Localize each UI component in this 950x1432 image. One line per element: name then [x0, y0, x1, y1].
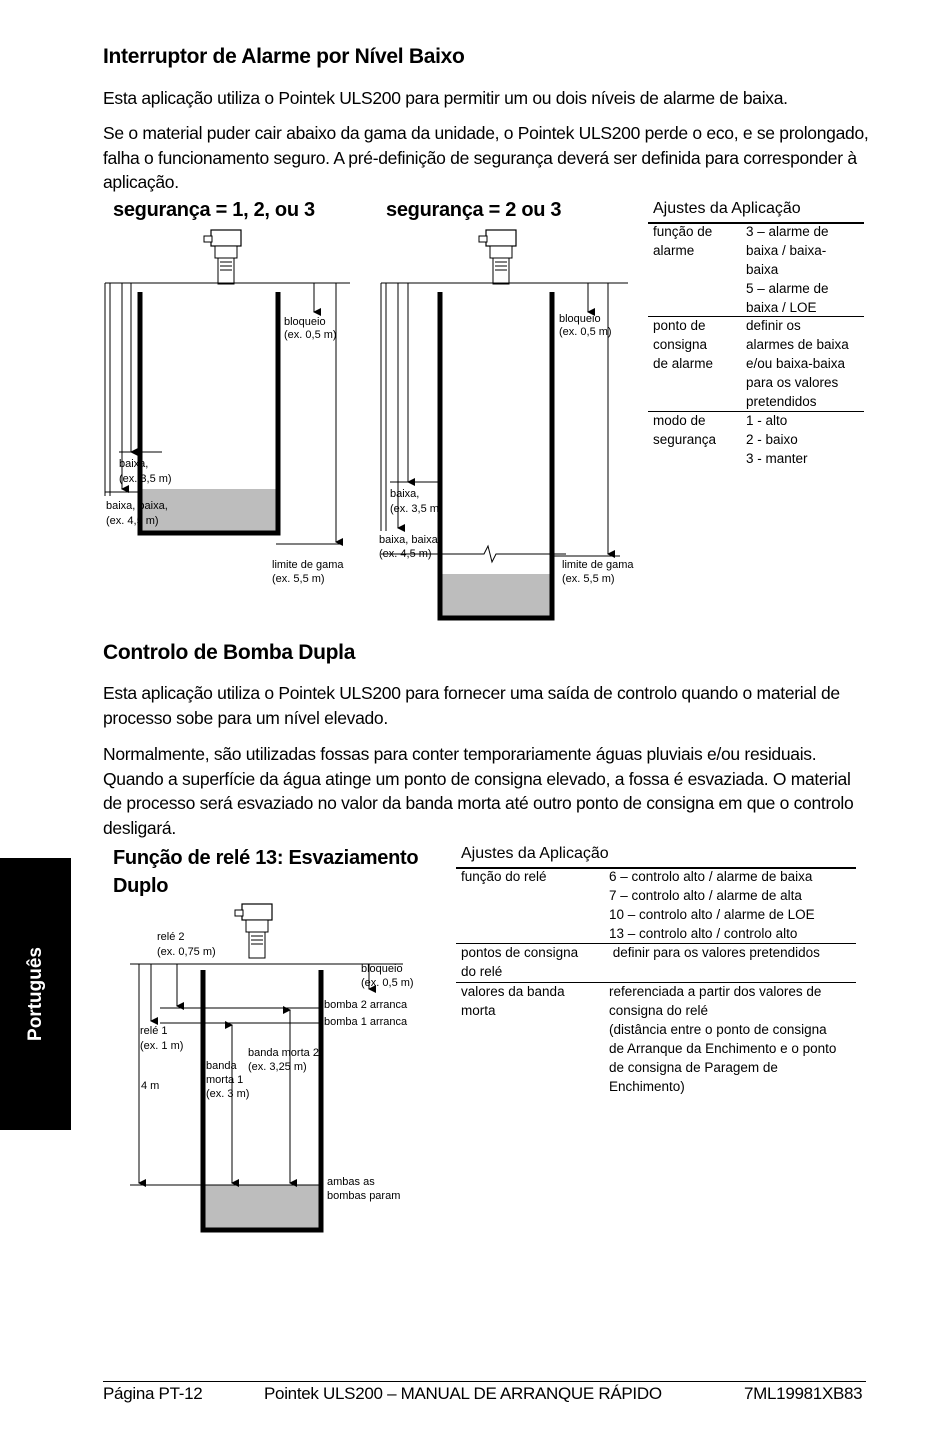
diagram2-baixa-baixa-label: baixa, baixa, [379, 534, 441, 546]
table2-row2-value: definir para os valores pretendidos [609, 945, 820, 960]
footer-page-number: Página PT-12 [103, 1384, 203, 1403]
table1-row2-value: definir os alarmes de baixa e/ou baixa-baixa para os valores pretendidos [746, 318, 849, 409]
material-fill [206, 1185, 319, 1228]
diagram3-bloqueio-example: (ex. 0,5 m) [361, 977, 414, 989]
diagram2-low-level-tank [376, 226, 636, 626]
diagram1-bloqueio-label: bloqueio [284, 316, 326, 328]
table2-row3-value: referenciada a partir dos valores de consigna do relé (distância entre o ponto de consigna de Arranque da Enchimento e o ponto de consigna de Paragem de Enchimento) [609, 984, 837, 1094]
table2-title: Ajustes da Aplicação [461, 845, 609, 862]
diagram2-baixa-label: baixa, [390, 488, 420, 500]
paragraph-dual-pump-intro: Esta aplicação utiliza o Pointek ULS200 para fornecer uma saída de controlo quando o material de processo sobe para um nível elevado. [103, 683, 840, 728]
diagram1-baixa-example: (ex. 3,5 m) [119, 473, 172, 485]
footer-manual-title: Pointek ULS200 – MANUAL DE ARRANQUE RÁPIDO [264, 1384, 662, 1403]
sensor-icon [204, 230, 241, 284]
diagram3-rele1-label: relé 1 [140, 1025, 168, 1037]
table1-title: Ajustes da Aplicação [653, 200, 801, 217]
sensor-icon [479, 230, 516, 284]
diagram3-bomba2-label: bomba 2 arranca [324, 999, 408, 1011]
section-title-dual-pump: Controlo de Bomba Dupla [103, 641, 356, 664]
diagram3-morta1-example: (ex. 3 m) [206, 1088, 250, 1100]
diagram2-bloqueio-label: bloqueio [559, 313, 601, 325]
diagram3-param-label: bombas param [327, 1190, 401, 1202]
diagram2-limite-label: limite de gama [562, 559, 634, 571]
diagram1-baixa-baixa-label: baixa, baixa, [106, 500, 168, 512]
diagram2-bloqueio-example: (ex. 0,5 m) [559, 326, 612, 338]
diagram3-4m-label: 4 m [141, 1080, 160, 1092]
table1-row3-param: modo de segurança [653, 413, 717, 447]
diagram1-bloqueio-example: (ex. 0,5 m) [284, 329, 337, 341]
diagram3-banda-morta2-label: banda morta 2 [248, 1047, 319, 1059]
diagram1-baixa-label: baixa, [119, 458, 149, 470]
table1-row3-value: 1 - alto 2 - baixo 3 - manter [746, 413, 808, 466]
diagram3-rele2-example: (ex. 0,75 m) [157, 946, 216, 958]
paragraph-dual-pump-detail: Normalmente, são utilizadas fossas para conter temporariamente águas pluviais e/ou residuais. Quando a superfície da água atinge um ponto de consigna elevado, a fossa é esvaziada. O material de processo será esvaziado no valor da banda morta até outro ponto de consigna em que o controlo desligará. [103, 744, 854, 838]
table1-row1-value: 3 – alarme de baixa / baixa- baixa 5 – alarme de baixa / LOE [746, 224, 829, 315]
diagram2-baixa-example: (ex. 3,5 m) [390, 503, 443, 515]
diagram1-baixa-baixa-example: (ex. 4,5 m) [106, 515, 159, 527]
section-title-low-level-alarm: Interruptor de Alarme por Nível Baixo [103, 45, 465, 68]
footer-rule [103, 1381, 866, 1382]
diagram2-title: segurança = 2 ou 3 [386, 199, 562, 221]
table1-row1-param: função de alarme [653, 224, 713, 258]
diagram3-bloqueio-label: bloqueio [361, 963, 403, 975]
diagram3-ambas-label: ambas as [327, 1176, 375, 1188]
diagram3-banda-label: banda [206, 1060, 237, 1072]
diagram2-limite-example: (ex. 5,5 m) [562, 573, 615, 585]
diagram3-rele1-example: (ex. 1 m) [140, 1040, 184, 1052]
diagram2-baixa-baixa-example: (ex. 4,5 m) [379, 548, 432, 560]
diagram3-bomba1-label: bomba 1 arranca [324, 1016, 408, 1028]
language-label: Português [24, 947, 46, 1041]
diagram3-dual-pump-tank [125, 898, 425, 1238]
diagram1-limite-label: limite de gama [272, 559, 344, 571]
diagram1-title: segurança = 1, 2, ou 3 [113, 199, 315, 221]
footer-document-code: 7ML19981XB83 [744, 1384, 863, 1403]
diagram1-low-level-tank [100, 226, 355, 596]
diagram3-rele2-label: relé 2 [157, 931, 185, 943]
paragraph-intro-alarm: Esta aplicação utiliza o Pointek ULS200 para permitir um ou dois níveis de alarme de baixa. [103, 88, 788, 108]
diagram3-morta1-label: morta 1 [206, 1074, 244, 1086]
sensor-icon [235, 904, 272, 958]
material-fill [443, 574, 550, 616]
diagram3-title: Função de relé 13: Esvaziamento Duplo [113, 847, 419, 897]
table2-row3-param: valores da banda morta [461, 984, 565, 1018]
paragraph-failsafe: Se o material puder cair abaixo da gama da unidade, o Pointek ULS200 perde o eco, e se prolongado, falha o funcionamento seguro. A pré-definição de segurança deverá ser definida para corresponder à aplicação. [103, 123, 869, 192]
table2-row2-param: pontos de consigna do relé [461, 945, 579, 979]
language-side-tab [0, 858, 71, 1130]
diagram1-limite-example: (ex. 5,5 m) [272, 573, 325, 585]
diagram3-banda-morta2-example: (ex. 3,25 m) [248, 1061, 307, 1073]
table1-row2-param: ponto de consigna de alarme [653, 318, 714, 371]
table2-row1-value: 6 – controlo alto / alarme de baixa 7 – controlo alto / alarme de alta 10 – controlo alto / alarme de LOE 13 – controlo alto / controlo alto [609, 869, 815, 941]
table2-row1-param: função do relé [461, 869, 547, 884]
